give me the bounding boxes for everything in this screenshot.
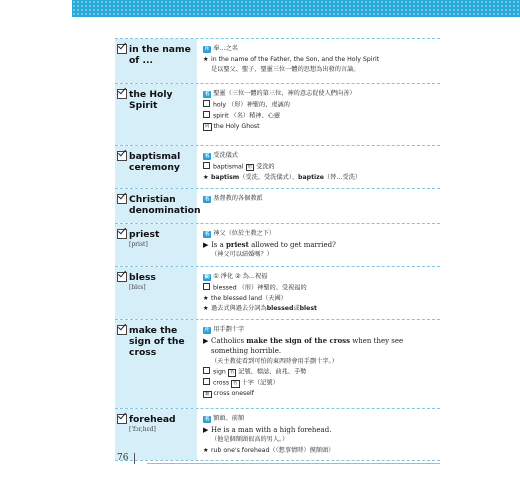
definition-cell [197,267,440,319]
arrow-icon: ▶ [203,425,209,434]
star-icon: ★ [203,173,209,181]
term: forehead [129,414,176,425]
term-cell [115,224,197,266]
checkbox-icon[interactable] [117,194,127,204]
pronunciation: [prist] [129,241,148,248]
term-cell [115,84,197,145]
footer-rule [147,463,440,464]
example-line: ★ in the name of the Father, the Son, and the Holy Spirit [203,55,440,66]
part-of-speech-badge: 名 [204,152,210,159]
definition-cell [197,409,440,460]
term-cell [115,39,197,83]
star-icon: ★ [203,55,209,63]
related-word: spirit （名）精神、心靈 [203,111,440,122]
related-word: cross 名 十字（記號） [203,378,440,389]
similar-phrase-line: 類 cross oneself [205,390,254,397]
part-of-speech-badge: 片 [204,326,210,333]
checkbox-icon[interactable] [117,325,127,335]
definition-cell [197,39,440,83]
checkbox-icon[interactable] [117,229,127,239]
star-icon: ★ [203,294,209,302]
pronunciation: [blɛs] [129,284,146,291]
definition-cell [197,320,440,408]
definition-cell [197,146,440,188]
square-icon [203,283,210,290]
vocab-entry [115,189,440,224]
note-line: ★ rub one's forehead（（想事情時）摸額頭） [203,446,440,457]
star-icon: ★ [203,446,209,454]
term-cell [115,267,197,319]
top-decorative-band [72,0,520,17]
related-word: blessed （形）神聖的、受祝福的 [203,283,440,294]
synonym-line: 同 the Holy Ghost [205,122,260,130]
vocab-entry [115,320,440,409]
note-line: ★ 過去式與過去分詞為blessed或blest [203,304,440,315]
definition-line: 名 額頭、前額 [204,415,245,422]
definition-line: 動 ① 淨化 ② 為…祝福 [204,273,268,280]
part-of-speech-badge: 名 [204,415,210,422]
example-sentence: ▶ Catholics make the sign of the cross when they see [203,335,404,345]
checkbox-icon[interactable] [117,44,127,54]
part-of-speech-badge: 片 [204,45,210,52]
checkbox-icon[interactable] [117,414,127,424]
square-icon [203,111,210,118]
definition-line: 片 奉…之名 [204,45,238,52]
related-word: sign 名 記號、標誌、前兆、手勢 [203,367,440,378]
square-icon [203,162,210,169]
definition-cell [197,84,440,145]
translation-line: 是以聖父、聖子、聖靈三位一體的思想為出發的言論。 [211,66,360,73]
example-sentence: ▶ Is a priest allowed to get married? [203,239,336,249]
example-line: ★ the blessed land（天國） [203,294,440,305]
translation-line: （神父可以結婚嗎？） [211,251,273,258]
definition-cell [197,189,440,223]
term-cell [115,146,197,188]
vocab-entry [115,267,440,320]
checkbox-icon[interactable] [117,151,127,161]
translation-line: （天主教徒看到可怕的東西時會用手劃十字。） [211,357,338,365]
definition-line: 片 用手劃十字 [204,326,245,333]
star-icon: ★ [203,305,209,312]
checkbox-icon[interactable] [117,89,127,99]
vocab-entry [115,84,440,146]
term: in the name of ... [129,44,191,66]
definition-line: 名 受洗儀式 [204,152,238,159]
vocab-entry [115,224,440,267]
term: make the sign of the cross [129,325,185,358]
translation-line: （他是個額頭很高的男人。） [211,436,289,443]
part-of-speech-badge: 動 [204,273,210,280]
definition-line: 名 聖靈（三位一體的第三位，神的意志促使人們向善） [204,90,356,97]
example-sentence: ▶ He is a man with a high forehead. [203,425,332,434]
checkbox-icon[interactable] [117,272,127,282]
definition-line: 名 基督教的各個教派 [204,195,263,202]
related-word: baptismal 形 受洗的 [203,162,440,173]
definition-line: 名 神父（位於主教之下） [204,230,276,237]
synonym-badge: 同 [205,124,210,129]
term-cell [115,320,197,408]
example-line: ★ baptism（受洗、受洗儀式）、baptize（替…受洗） [203,173,440,184]
pos-tag: 名 [229,370,235,375]
arrow-icon: ▶ [203,240,209,249]
square-icon [203,378,210,385]
vocab-entry [115,38,440,84]
pos-tag: 形 [247,164,253,170]
arrow-icon: ▶ [203,336,209,345]
pronunciation: [ˈfɔr,hɛd] [129,426,156,433]
related-word: holy （形）神聖的、虔誠的 [203,100,440,111]
page-number: 76 [117,453,135,464]
definition-cell [197,224,440,266]
term: bless [129,272,156,283]
part-of-speech-badge: 名 [204,90,210,97]
vocabulary-list [115,38,440,461]
term: Christian denomination [129,194,201,216]
part-of-speech-badge: 名 [204,230,210,237]
square-icon [203,100,210,107]
term: priest [129,229,160,240]
square-icon [203,367,210,374]
pos-tag: 名 [233,381,238,386]
term: baptismal ceremony [129,151,181,173]
term-cell [115,189,201,223]
part-of-speech-badge: 名 [204,195,210,202]
vocab-entry [115,409,440,461]
term: the Holy Spirit [129,89,173,111]
example-sentence-continued: something horrible. [211,347,282,355]
similar-badge: 類 [205,391,210,397]
vocab-entry [115,146,440,189]
